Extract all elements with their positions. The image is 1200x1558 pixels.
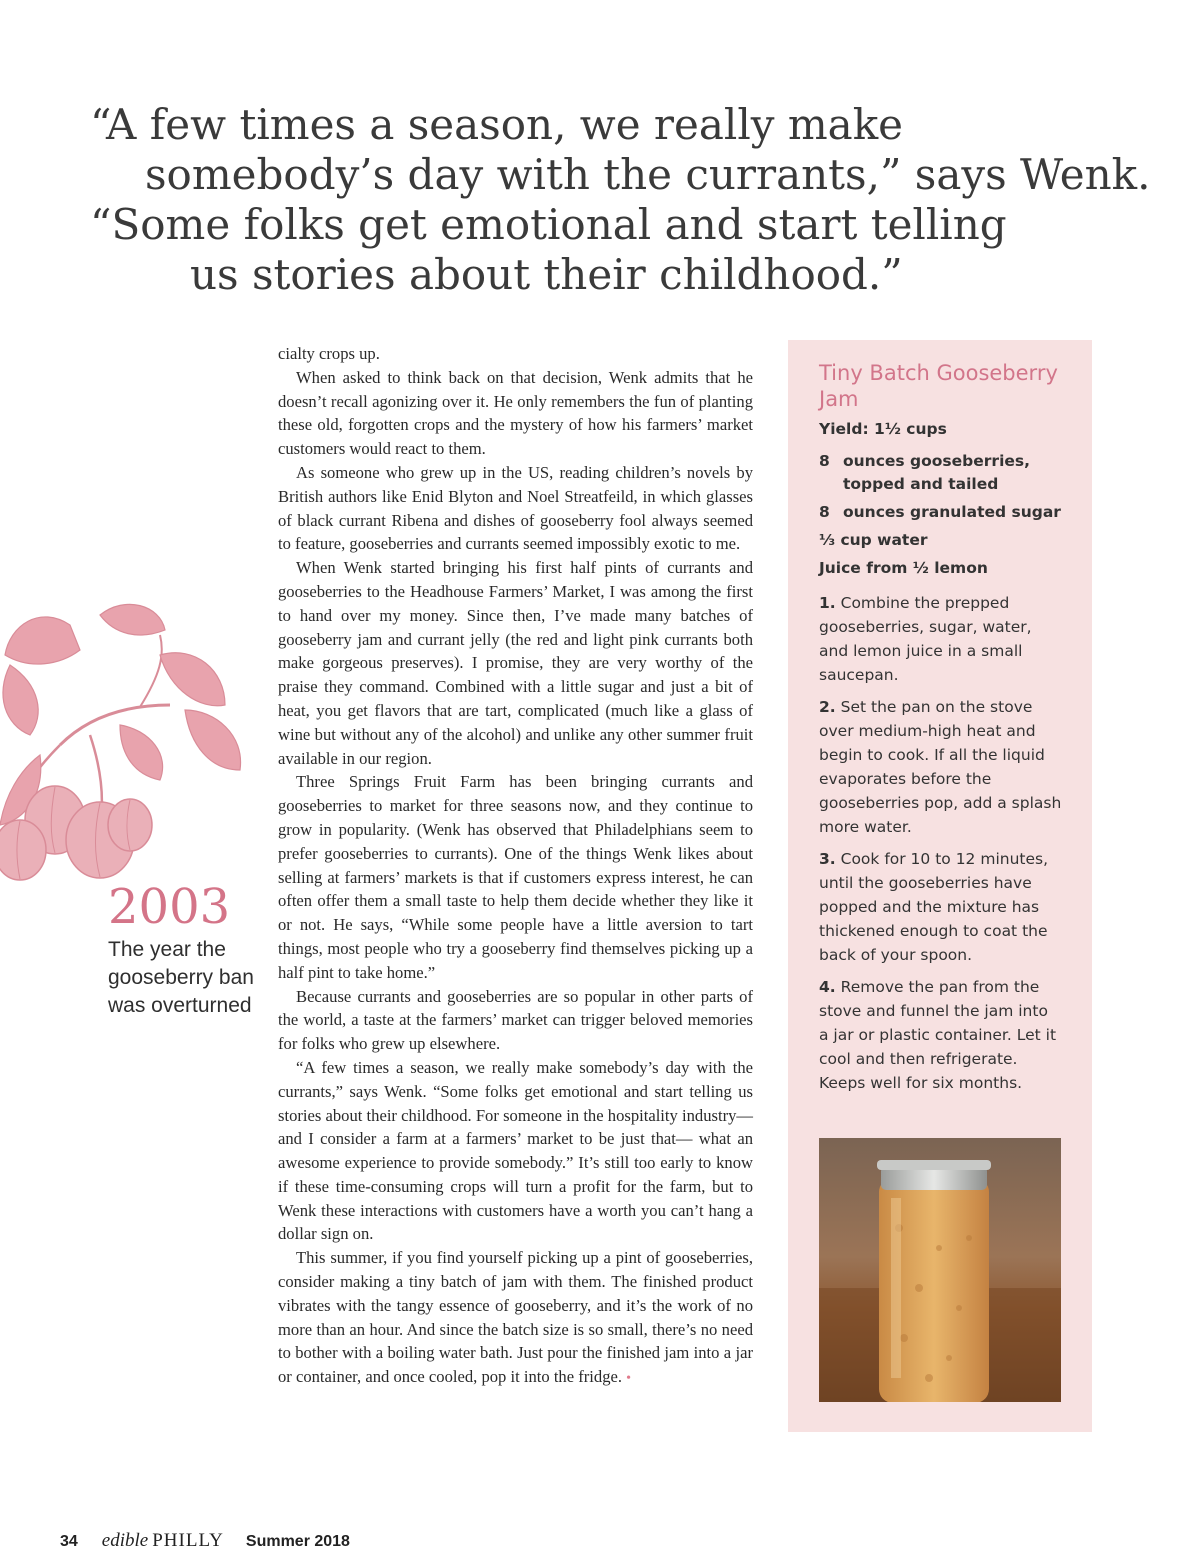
recipe-yield: Yield: 1½ cups	[819, 420, 947, 438]
recipe-step	[819, 695, 1062, 839]
step-text: Cook for 10 to 12 minutes, until the gooseberries have popped and the mixture has thickened enough to coat the back of your spoon.	[819, 850, 1049, 964]
page-footer	[60, 1530, 350, 1554]
publication-name-philly: PHILLY	[152, 1530, 224, 1551]
ingredient-item: ⅓ cup water	[819, 531, 928, 549]
article-paragraph: As someone who grew up in the US, reading children’s novels by British authors like Enid Blyton and Noel Streatfeild, in which glasses of black currant Ribena and dishes of gooseberry fool always seemed to feature, gooseberries and currants seemed impossibly exotic to me.	[278, 462, 753, 554]
step-text: Set the pan on the stove over medium-high heat and begin to cook. If all the liquid evaporates before the gooseberries pop, add a splash more water.	[819, 698, 1062, 836]
recipe-step	[819, 975, 1062, 1095]
page-number: 34	[60, 1533, 78, 1550]
end-mark: •	[626, 1371, 632, 1387]
ingredient-item	[819, 450, 1062, 496]
ingredient-item: Juice from ½ lemon	[819, 559, 988, 577]
article-paragraph-text: This summer, if you find yourself picking up a pint of gooseberries, consider making a tiny batch of jam with them. The finished product vibrates with the tangy essence of gooseberry, and it’s the work of no more than an hour. And since the batch size is so small, there’s no need to bother with a boiling water bath. Just pour the finished jam into a jar or container, and once cooled, pop it into the fridge.	[278, 1248, 753, 1387]
step-number: 3.	[819, 850, 836, 868]
step-number: 1.	[819, 594, 836, 612]
recipe-title: Tiny Batch Gooseberry Jam	[819, 361, 1058, 411]
publication-name-edible: edible	[101, 1530, 149, 1551]
step-text: Combine the prepped gooseberries, sugar, water, and lemon juice in a small saucepan.	[819, 594, 1032, 684]
step-number: 2.	[819, 698, 836, 716]
article-paragraph: “A few times a season, we really make somebody’s day with the currants,” says Wenk. “Some folks get emotional and start telling us stories about their childhood. For someone in the hospitality industry—and I consider a farm at a farmers’ market to be just that— what an awesome experience to provide somebody.” It’s still too early to know if these time-consuming crops will turn a profit for the farm, but to Wenk these interactions with customers have a worth you can’t hang a dollar sign on.	[278, 1057, 753, 1244]
step-text: Remove the pan from the stove and funnel the jam into a jar or plastic container. Let it cool and then refrigerate. Keeps well for six months.	[819, 978, 1057, 1092]
stat-number: 2003	[108, 879, 231, 935]
article-paragraph: Three Springs Fruit Farm has been bringing currants and gooseberries to market for three seasons now, and they continue to grow in popularity. (Wenk has observed that Philadelphians seem to prefer gooseberries to currants). One of the things Wenk likes about selling at farmers’ markets is that if customers express interest, he can often offer them a small taste to help them decide whether they like it or not. He says, “While some people have a little aversion to tart things, most people who try a gooseberry find themselves picking up a half pint to take home.”	[278, 772, 753, 982]
ingredient-name: ounces gooseberries, topped and tailed	[843, 452, 1031, 493]
article-paragraph: When Wenk started bringing his first half pints of currants and gooseberries to the Headhouse Farmers’ Market, I was among the first to hand over my money. Since then, I’ve made many batches of gooseberry jam and currant jelly (the red and light pink currants both make gorgeous preserves). I promise, they are very worthy of the praise they command. Combined with a little sugar and just a bit of heat, you get flavors that are tart, complicated (much like a glass of wine but without any of the alcohol) and unlike any other summer fruit available in our region.	[278, 558, 753, 768]
recipe-step	[819, 847, 1062, 967]
article-body	[278, 342, 753, 1391]
ingredient-name: ounces granulated sugar	[843, 503, 1061, 521]
pull-quote-line: “A few times a season, we really make	[90, 100, 904, 149]
pull-quote-line: “Some folks get emotional and start telling	[90, 200, 1007, 249]
ingredient-qty: 8	[819, 452, 830, 470]
pull-quote-line: somebody’s day with the currants,” says Wenk.	[145, 150, 1151, 199]
gooseberry-illustration	[0, 595, 260, 895]
article-paragraph-last	[278, 1246, 753, 1391]
pull-quote-line: us stories about their childhood.”	[190, 250, 903, 299]
ingredient-qty: 8	[819, 503, 830, 521]
ingredient-item	[819, 501, 1062, 524]
article-paragraph: cialty crops up.	[278, 344, 380, 363]
recipe-step	[819, 591, 1062, 687]
ingredient-list	[819, 450, 1062, 580]
jam-jar-photo	[819, 1138, 1061, 1402]
step-number: 4.	[819, 978, 836, 996]
article-paragraph: When asked to think back on that decision, Wenk admits that he doesn’t recall agonizing over it. He only remembers the fun of planting these old, forgotten crops and the mystery of how his farmers’ market customers would react to them.	[278, 367, 753, 459]
stat-callout	[108, 878, 268, 1020]
recipe-steps	[819, 591, 1062, 1095]
stat-caption: The year the gooseberry ban was overturned	[108, 938, 254, 1017]
article-paragraph: Because currants and gooseberries are so popular in other parts of the world, a taste at the farmers’ market can trigger beloved memories for folks who grew up elsewhere.	[278, 986, 753, 1054]
recipe-sidebar	[788, 340, 1092, 1432]
issue-date: Summer 2018	[245, 1533, 350, 1550]
